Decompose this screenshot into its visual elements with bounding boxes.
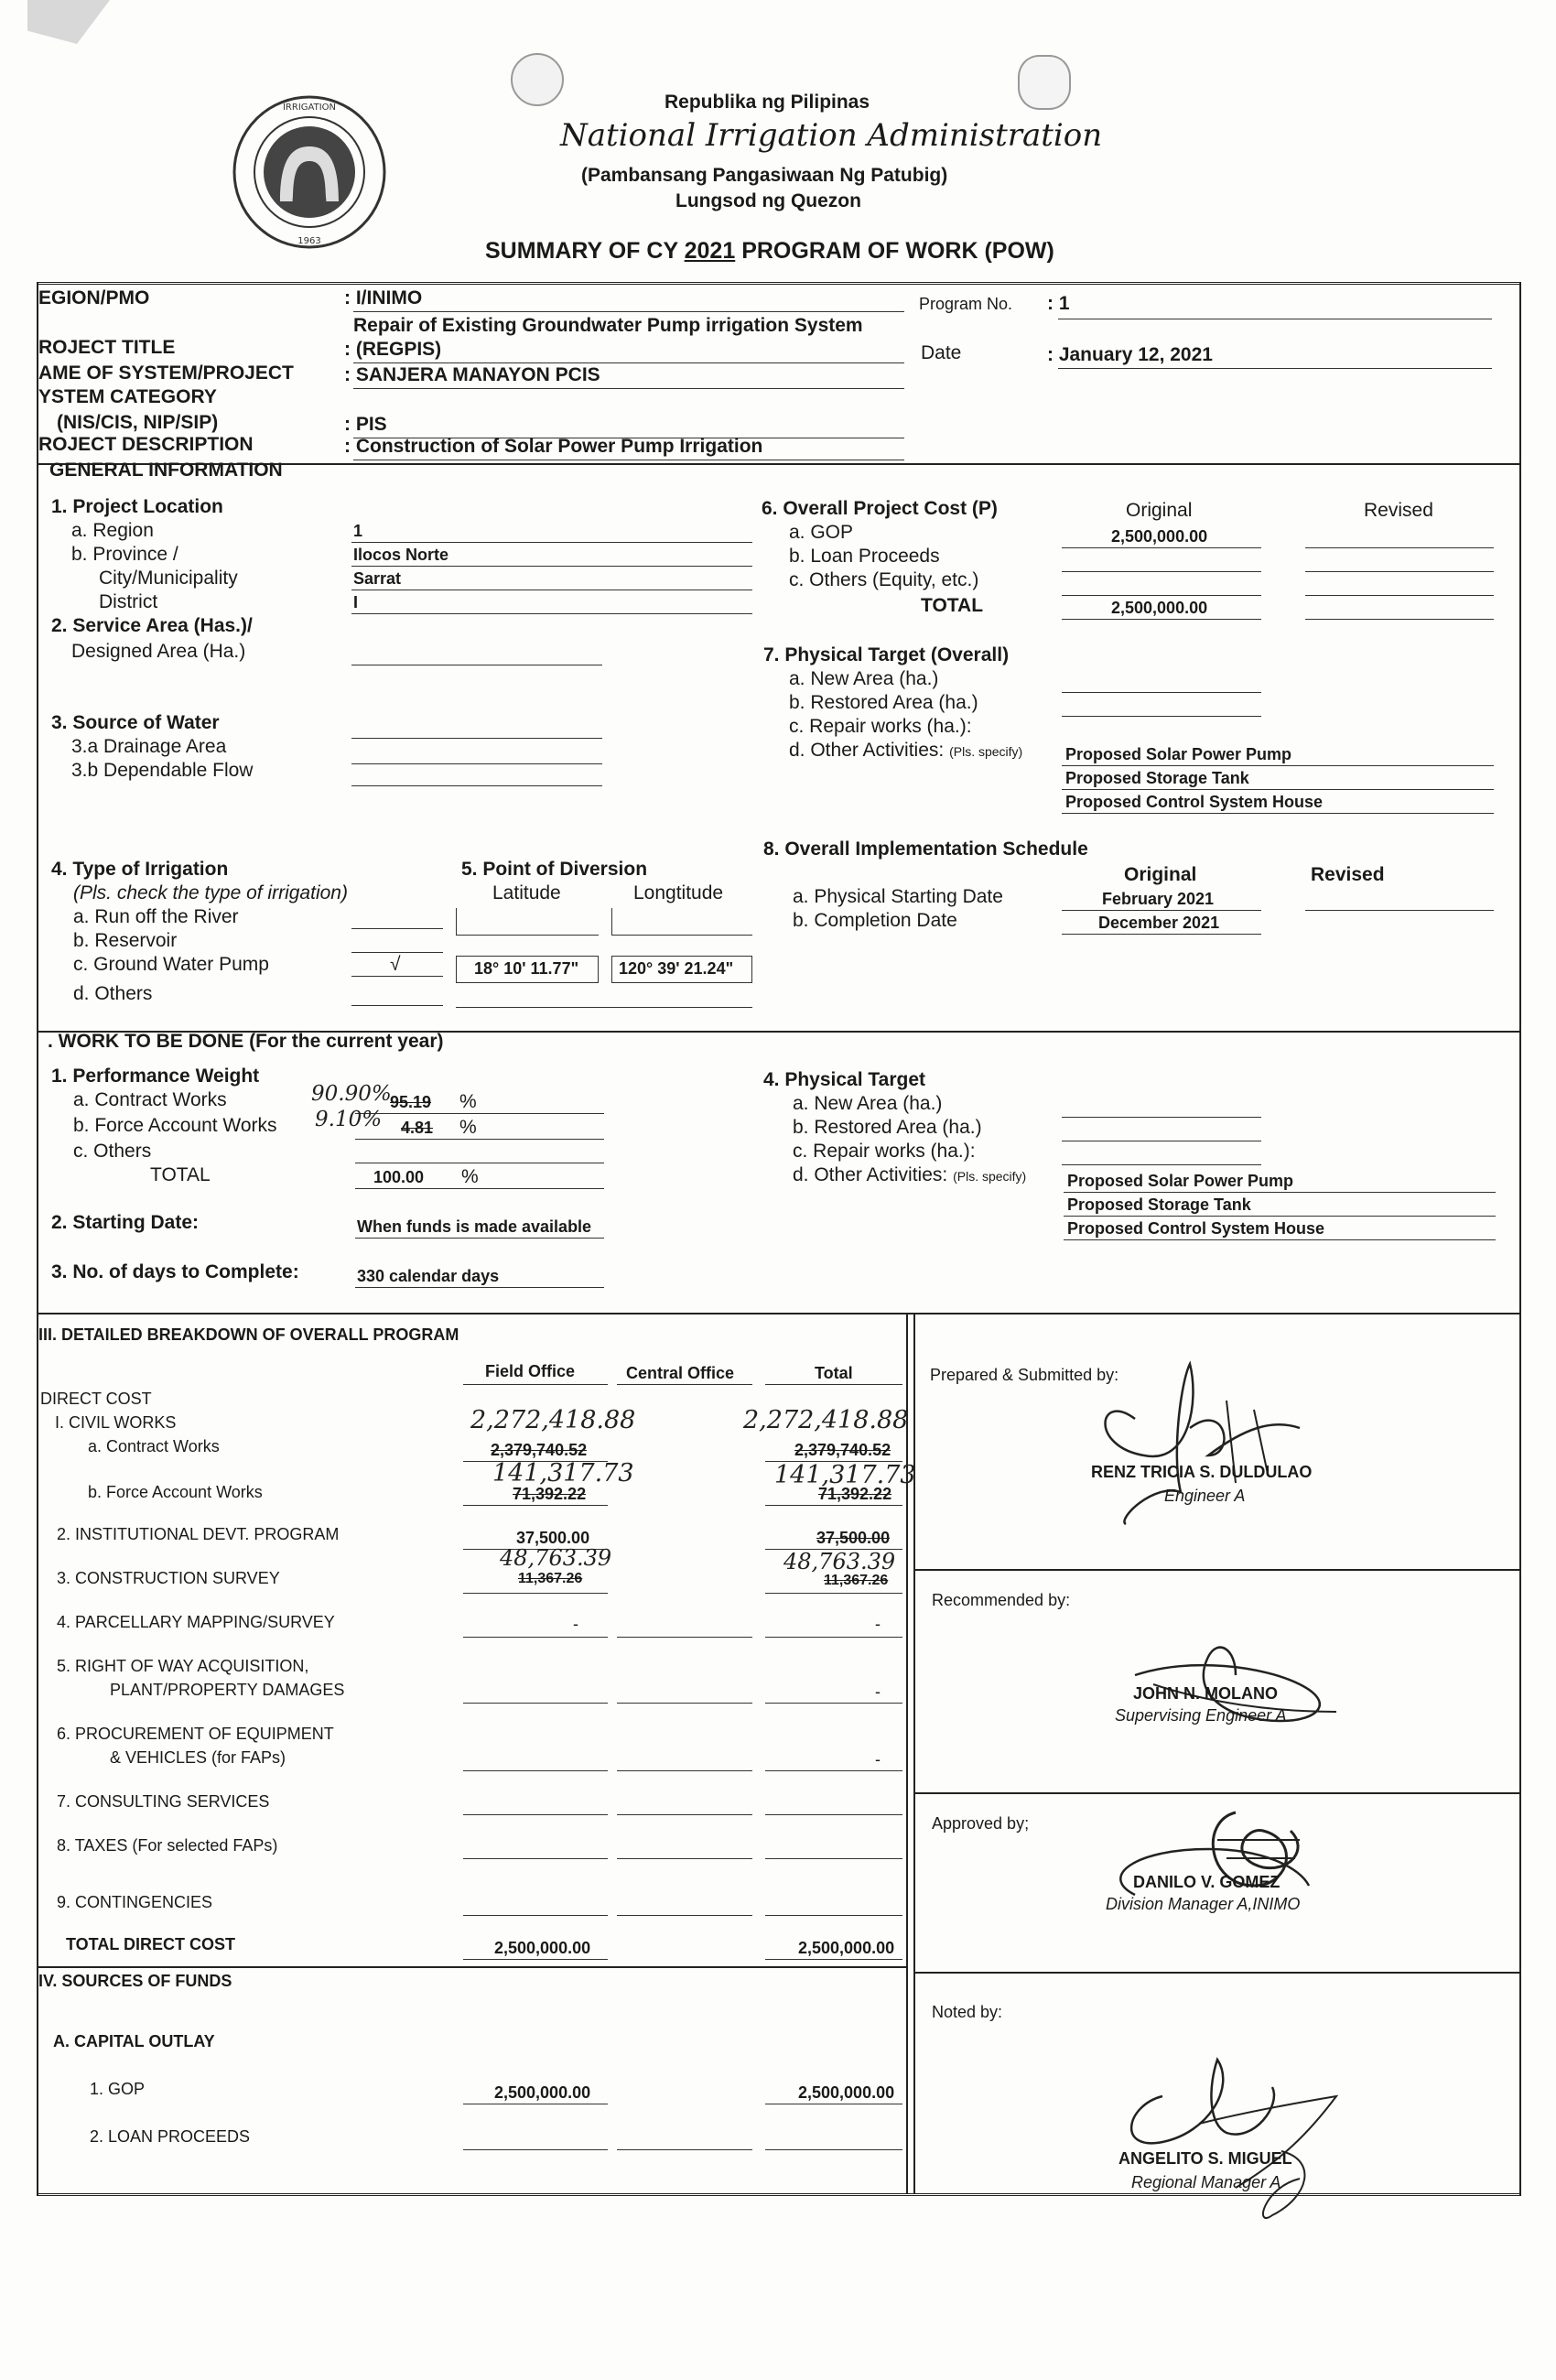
system-category-sublabel: (NIS/CIS, NIP/SIP) bbox=[57, 412, 219, 433]
region-value: 1 bbox=[353, 522, 363, 540]
starting-date-label: 2. Starting Date: bbox=[51, 1212, 200, 1233]
breakdown-heading: III. DETAILED BREAKDOWN OF OVERALL PROGRAM bbox=[38, 1325, 459, 1344]
physical-start-label: a. Physical Starting Date bbox=[793, 886, 1003, 907]
work-activity-solar-pump: Proposed Solar Power Pump bbox=[1067, 1172, 1294, 1190]
other-activities-label: d. Other Activities: (Pls. specify) bbox=[789, 740, 1023, 761]
right-of-way-label: 5. RIGHT OF WAY ACQUISITION, bbox=[57, 1657, 309, 1675]
cost-original-label: Original bbox=[1126, 500, 1193, 521]
restored-area-label: b. Restored Area (ha.) bbox=[789, 692, 978, 713]
civil-field-handwritten: 2,272,418.88 bbox=[470, 1406, 636, 1434]
contingencies-label: 9. CONTINGENCIES bbox=[57, 1893, 213, 1911]
source-of-water-label: 3. Source of Water bbox=[51, 712, 220, 733]
contract-weight-struck: 95.19 bbox=[390, 1093, 432, 1111]
work-other-activities-label: d. Other Activities: (Pls. specify) bbox=[793, 1164, 1027, 1185]
reservoir-label: b. Reservoir bbox=[73, 930, 178, 951]
noted-name: ANGELITO S. MIGUEL bbox=[1118, 2149, 1292, 2168]
physical-target-label: 4. Physical Target bbox=[763, 1069, 926, 1090]
taxes-label: 8. TAXES (For selected FAPs) bbox=[57, 1836, 278, 1855]
force-total-struck: 71,392.22 bbox=[818, 1485, 892, 1503]
sources-of-funds-heading: IV. SOURCES OF FUNDS bbox=[38, 1972, 232, 1990]
contract-works-label: a. Contract Works bbox=[73, 1089, 227, 1110]
activity-control-house: Proposed Control System House bbox=[1065, 793, 1324, 811]
irrigation-hint: (Pls. check the type of irrigation) bbox=[73, 882, 348, 903]
survey-total-handwritten: 48,763.39 bbox=[783, 1549, 896, 1574]
funds-gop-total: 2,500,000.00 bbox=[798, 2083, 895, 2102]
construction-survey-label: 3. CONSTRUCTION SURVEY bbox=[57, 1569, 280, 1587]
project-title-value-line1: Repair of Existing Groundwater Pump irrigation System bbox=[353, 315, 863, 336]
work-activity-control-house: Proposed Control System House bbox=[1067, 1219, 1325, 1238]
cost-revised-label: Revised bbox=[1364, 500, 1433, 521]
longitude-value: 120° 39' 21.24" bbox=[619, 959, 734, 978]
total-direct-cost-label: TOTAL DIRECT COST bbox=[66, 1935, 236, 1953]
latitude-value: 18° 10' 11.77" bbox=[474, 959, 579, 978]
physical-start-value: February 2021 bbox=[1102, 890, 1215, 908]
physical-target-overall-label: 7. Physical Target (Overall) bbox=[763, 644, 1010, 665]
force-account-breakdown-label: b. Force Account Works bbox=[88, 1483, 263, 1501]
prepared-name: RENZ TRICIA S. DULDULAO bbox=[1091, 1463, 1313, 1481]
capital-outlay-label: A. CAPITAL OUTLAY bbox=[53, 2032, 215, 2050]
others-irrigation-label: d. Others bbox=[73, 983, 153, 1004]
longitude-box-empty bbox=[611, 908, 752, 936]
days-to-complete-value: 330 calendar days bbox=[357, 1267, 500, 1285]
force-weight-struck: 4.81 bbox=[401, 1119, 434, 1137]
days-to-complete-label: 3. No. of days to Complete: bbox=[51, 1261, 299, 1282]
loan-proceeds-label: b. Loan Proceeds bbox=[789, 546, 940, 567]
province-label: b. Province / bbox=[71, 544, 178, 565]
force-weight-handwritten: 9.10% bbox=[315, 1108, 383, 1131]
force-field-struck: 71,392.22 bbox=[513, 1485, 587, 1503]
institutional-label: 2. INSTITUTIONAL DEVT. PROGRAM bbox=[57, 1525, 340, 1543]
activity-solar-pump: Proposed Solar Power Pump bbox=[1065, 745, 1292, 763]
project-location-label: 1. Project Location bbox=[51, 496, 223, 517]
longitude-label: Longtitude bbox=[633, 882, 724, 903]
funds-gop-label: 1. GOP bbox=[90, 2080, 146, 2098]
program-no-label: Program No. bbox=[919, 295, 1013, 313]
city-label: City/Municipality bbox=[99, 568, 238, 589]
parcellary-field-dash: - bbox=[573, 1615, 578, 1633]
district-label: District bbox=[99, 591, 158, 612]
recommended-by-label: Recommended by: bbox=[932, 1591, 1071, 1609]
col-total: Total bbox=[815, 1364, 853, 1382]
service-area-label: 2. Service Area (Has.)/ bbox=[51, 615, 253, 636]
general-info-heading: GENERAL INFORMATION bbox=[49, 460, 283, 481]
survey-total-struck: 11,367.26 bbox=[824, 1573, 889, 1588]
nia-seal-logo bbox=[231, 93, 388, 251]
consulting-label: 7. CONSULTING SERVICES bbox=[57, 1792, 270, 1811]
run-off-river-label: a. Run off the River bbox=[73, 906, 239, 927]
institutional-field: 37,500.00 bbox=[516, 1529, 590, 1547]
program-no-value: : 1 bbox=[1047, 293, 1070, 314]
svg-text:1963: 1963 bbox=[297, 236, 321, 246]
survey-field-struck: 11,367.26 bbox=[518, 1571, 583, 1586]
gop-label: a. GOP bbox=[789, 522, 854, 543]
weight-total-label: TOTAL bbox=[150, 1164, 211, 1185]
recommended-name: JOHN N. MOLANO bbox=[1133, 1684, 1279, 1703]
region-pmo-value: : I/INIMO bbox=[344, 287, 423, 308]
others-equity-label: c. Others (Equity, etc.) bbox=[789, 569, 979, 590]
date-value: : January 12, 2021 bbox=[1047, 344, 1213, 365]
force-account-label: b. Force Account Works bbox=[73, 1115, 277, 1136]
parcellary-total-dash: - bbox=[875, 1615, 881, 1633]
svg-text:IRRIGATION: IRRIGATION bbox=[282, 103, 337, 113]
work-repair-works-label: c. Repair works (ha.): bbox=[793, 1141, 976, 1162]
header-agency-name: National Irrigation Administration bbox=[560, 117, 1103, 154]
header-agency-subtitle: (Pambansang Pangasiwaan Ng Patubig) bbox=[581, 165, 948, 186]
performance-weight-label: 1. Performance Weight bbox=[51, 1066, 260, 1087]
parcellary-label: 4. PARCELLARY MAPPING/SURVEY bbox=[57, 1613, 335, 1631]
region-pmo-label: EGION/PMO bbox=[38, 287, 150, 308]
force-total-handwritten: 141,317.73 bbox=[774, 1461, 916, 1489]
ground-water-check: √ bbox=[390, 954, 401, 975]
approved-title: Division Manager A,INIMO bbox=[1106, 1895, 1301, 1913]
prepared-title: Engineer A bbox=[1164, 1487, 1246, 1505]
ground-water-pump-label: c. Ground Water Pump bbox=[73, 954, 269, 975]
starting-date-value: When funds is made available bbox=[357, 1217, 592, 1236]
system-category-label: YSTEM CATEGORY bbox=[38, 386, 217, 407]
latitude-label: Latitude bbox=[492, 882, 561, 903]
system-name-value: : SANJERA MANAYON PCIS bbox=[344, 364, 600, 385]
contract-field-struck: 2,379,740.52 bbox=[491, 1441, 588, 1459]
work-to-be-done-heading: . WORK TO BE DONE (For the current year) bbox=[48, 1031, 444, 1052]
civil-total-handwritten: 2,272,418.88 bbox=[743, 1406, 909, 1434]
funds-gop-field: 2,500,000.00 bbox=[494, 2083, 591, 2102]
type-of-irrigation-label: 4. Type of Irrigation bbox=[51, 859, 229, 880]
new-area-label: a. New Area (ha.) bbox=[789, 668, 939, 689]
recommended-title: Supervising Engineer A bbox=[1115, 1706, 1287, 1725]
drainage-area-label: 3.a Drainage Area bbox=[71, 736, 227, 757]
province-value: Ilocos Norte bbox=[353, 546, 449, 564]
header-republic: Republika ng Pilipinas bbox=[665, 92, 870, 113]
dependable-flow-label: 3.b Dependable Flow bbox=[71, 760, 254, 781]
noted-by-label: Noted by: bbox=[932, 2003, 1003, 2021]
institutional-total: 37,500.00 bbox=[816, 1529, 891, 1547]
right-of-way-total-dash: - bbox=[875, 1682, 881, 1701]
city-value: Sarrat bbox=[353, 569, 402, 588]
project-description-value: : Construction of Solar Power Pump Irrigation bbox=[344, 436, 763, 457]
cost-total-label: TOTAL bbox=[921, 595, 984, 616]
scan-corner-mark bbox=[27, 0, 110, 44]
contract-total-struck: 2,379,740.52 bbox=[794, 1441, 891, 1459]
gop-value: 2,500,000.00 bbox=[1111, 527, 1208, 546]
work-activity-storage-tank: Proposed Storage Tank bbox=[1067, 1195, 1251, 1214]
punch-hole-right bbox=[1018, 55, 1071, 110]
noted-signature bbox=[1098, 2050, 1364, 2234]
header-city: Lungsod ng Quezon bbox=[675, 190, 861, 211]
weight-total-value: 100.00 bbox=[373, 1168, 425, 1186]
contract-works-breakdown-label: a. Contract Works bbox=[88, 1437, 220, 1455]
project-title-label: ROJECT TITLE bbox=[38, 337, 176, 358]
document-title: SUMMARY OF CY 2021 PROGRAM OF WORK (POW) bbox=[485, 238, 1054, 264]
prepared-by-label: Prepared & Submitted by: bbox=[930, 1366, 1119, 1384]
activity-storage-tank: Proposed Storage Tank bbox=[1065, 769, 1249, 787]
implementation-schedule-label: 8. Overall Implementation Schedule bbox=[763, 838, 1088, 860]
district-value: I bbox=[353, 593, 359, 611]
date-label: Date bbox=[921, 342, 962, 363]
work-new-area-label: a. New Area (ha.) bbox=[793, 1093, 943, 1114]
force-field-handwritten: 141,317.73 bbox=[492, 1459, 634, 1488]
latitude-box-empty bbox=[456, 908, 599, 936]
approved-name: DANILO V. GOMEZ bbox=[1133, 1873, 1280, 1891]
region-label: a. Region bbox=[71, 520, 154, 541]
contract-weight-pct: % bbox=[459, 1091, 477, 1112]
repair-works-label: c. Repair works (ha.): bbox=[789, 716, 972, 737]
col-central-office: Central Office bbox=[626, 1364, 735, 1382]
procurement-sublabel: & VEHICLES (for FAPs) bbox=[110, 1748, 286, 1767]
total-direct-cost-total: 2,500,000.00 bbox=[798, 1939, 895, 1957]
schedule-revised-label: Revised bbox=[1311, 864, 1385, 885]
contract-weight-handwritten: 90.90% bbox=[311, 1082, 392, 1106]
system-category-value: : PIS bbox=[344, 414, 387, 435]
force-weight-pct: % bbox=[459, 1117, 477, 1138]
project-description-label: ROJECT DESCRIPTION bbox=[38, 434, 254, 455]
right-of-way-sublabel: PLANT/PROPERTY DAMAGES bbox=[110, 1681, 345, 1699]
procurement-total-dash: - bbox=[875, 1750, 881, 1769]
others-weight-label: c. Others bbox=[73, 1141, 152, 1162]
direct-cost-label: DIRECT COST bbox=[40, 1390, 152, 1408]
system-name-label: AME OF SYSTEM/PROJECT bbox=[38, 362, 294, 384]
project-title-value-line2: : (REGPIS) bbox=[344, 339, 442, 360]
punch-hole-left bbox=[511, 53, 564, 106]
procurement-label: 6. PROCUREMENT OF EQUIPMENT bbox=[57, 1725, 334, 1743]
survey-field-handwritten: 48,763.39 bbox=[500, 1545, 612, 1571]
col-field-office: Field Office bbox=[485, 1362, 576, 1380]
designed-area-label: Designed Area (Ha.) bbox=[71, 641, 246, 662]
approved-by-label: Approved by; bbox=[932, 1814, 1030, 1833]
weight-total-pct: % bbox=[461, 1166, 479, 1187]
point-of-diversion-label: 5. Point of Diversion bbox=[461, 859, 648, 880]
total-direct-cost-field: 2,500,000.00 bbox=[494, 1939, 591, 1957]
overall-cost-label: 6. Overall Project Cost (P) bbox=[762, 498, 998, 519]
schedule-original-label: Original bbox=[1124, 864, 1197, 885]
completion-date-value: December 2021 bbox=[1098, 914, 1220, 932]
work-restored-area-label: b. Restored Area (ha.) bbox=[793, 1117, 982, 1138]
noted-title: Regional Manager A bbox=[1131, 2173, 1281, 2191]
civil-works-label: I. CIVIL WORKS bbox=[55, 1413, 177, 1432]
funds-loan-label: 2. LOAN PROCEEDS bbox=[90, 2127, 251, 2146]
completion-date-label: b. Completion Date bbox=[793, 910, 957, 931]
cost-total-value: 2,500,000.00 bbox=[1111, 599, 1208, 617]
